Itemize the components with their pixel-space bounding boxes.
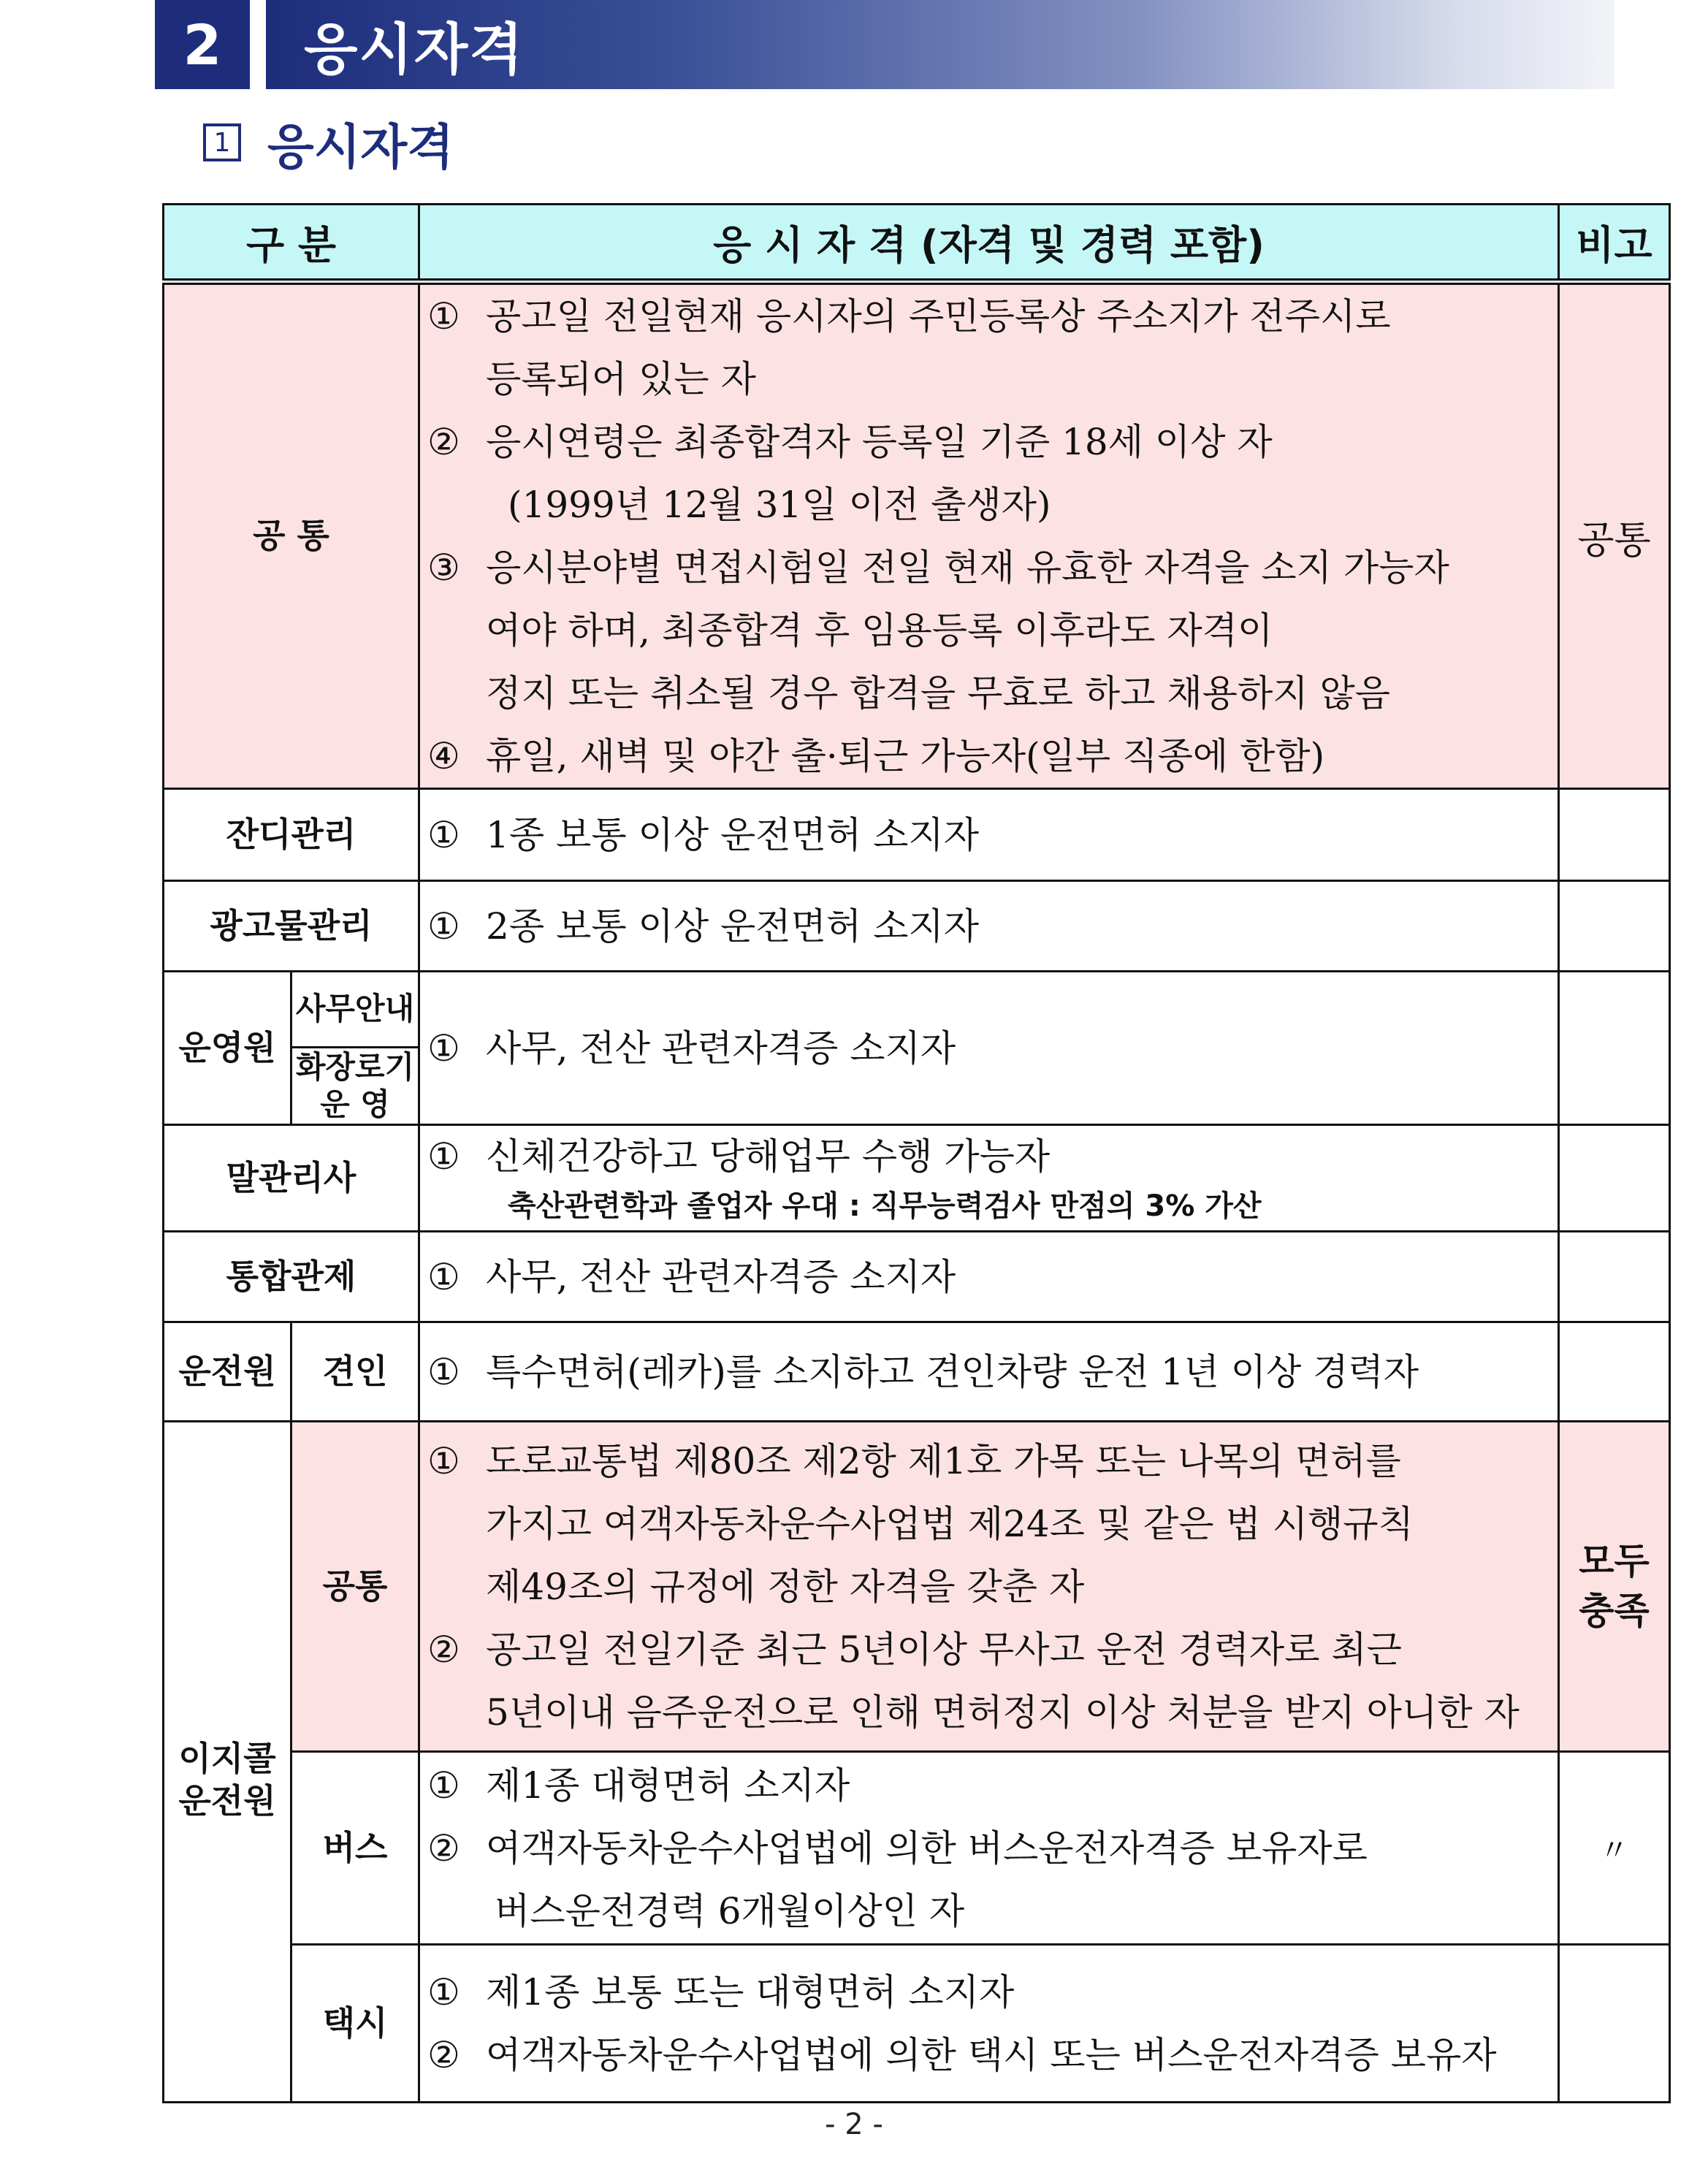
item-text: 제1종 보통 또는 대형면허 소지자	[486, 1970, 1015, 2013]
item-marker: ①	[427, 1255, 460, 1298]
item-marker: ③	[427, 546, 460, 589]
header-category: 구 분	[164, 205, 419, 282]
section-title-bar	[266, 0, 1614, 89]
category-operator: 운영원	[164, 972, 291, 1125]
table-row-common	[164, 282, 1670, 789]
subheading-title: 응시자격	[267, 118, 454, 175]
item-text: 여객자동차운수사업법에 의한 택시 또는 버스운전자격증 보유자	[486, 2033, 1497, 2076]
header-qualification: 응 시 자 격 (자격 및 경력 포함)	[419, 205, 1559, 282]
item-text: 1종 보통 이상 운전면허 소지자	[486, 813, 980, 856]
ezcall-sub-bus: 버스	[291, 1752, 419, 1945]
remark-control	[1559, 1232, 1670, 1322]
table-row-signage	[164, 881, 1670, 972]
item-text-cont: 여야 하며, 최종합격 후 임용등록 이후라도 자격이	[486, 609, 1273, 652]
table-row-control	[164, 1232, 1670, 1322]
item-text-cont: 등록되어 있는 자	[486, 358, 756, 400]
remark-horse	[1559, 1125, 1670, 1232]
item-marker: ①	[427, 1026, 460, 1070]
subheading-marker: 1	[203, 123, 241, 161]
item-text-cont: 가지고 여객자동차운수사업법 제24조 및 같은 법 시행규칙	[486, 1502, 1414, 1545]
section-title: 응시자격	[304, 16, 525, 82]
category-control: 통합관제	[164, 1232, 419, 1322]
item-marker: ②	[427, 421, 460, 463]
table-row-ezcall-common	[164, 1422, 1670, 1752]
item-marker: ①	[427, 1764, 460, 1807]
item-marker: ①	[427, 1970, 460, 2013]
remark-ezcall-taxi	[1559, 1945, 1670, 2103]
item-marker: ①	[427, 295, 460, 338]
ezcall-bus-qualifications	[419, 1752, 1559, 1945]
item-marker: ②	[427, 1628, 460, 1671]
table-row-driver	[164, 1322, 1670, 1422]
item-text: 제1종 대형면허 소지자	[486, 1764, 850, 1807]
category-driver: 운전원	[164, 1322, 291, 1422]
item-text: 사무, 전산 관련자격증 소지자	[486, 1255, 956, 1298]
operator-sub-office: 사무안내	[291, 972, 419, 1048]
remark-common: 공통	[1559, 282, 1670, 789]
item-text: 특수면허(레카)를 소지하고 견인차량 운전 1년 이상 경력자	[486, 1350, 1419, 1393]
remark-ezcall-bus: 〃	[1559, 1752, 1670, 1945]
item-text: 여객자동차운수사업법에 의한 버스운전자격증 보유자로	[486, 1826, 1368, 1870]
table-row-ezcall-bus	[164, 1752, 1670, 1945]
page-number: - 2 -	[825, 2108, 883, 2141]
item-text: 공고일 전일기준 최근 5년이상 무사고 운전 경력자로 최근	[486, 1628, 1402, 1671]
remark-driver	[1559, 1322, 1670, 1422]
item-text: 신체건강하고 당해업무 수행 가능자	[486, 1135, 1051, 1178]
item-marker: ②	[427, 1826, 460, 1870]
ezcall-taxi-qualifications	[419, 1945, 1559, 2103]
section-number: 2	[155, 0, 250, 89]
remark-signage	[1559, 881, 1670, 972]
table-row-horse	[164, 1125, 1670, 1232]
horse-preference-note: 축산관련학과 졸업자 우대 : 직무능력검사 만점의 3% 가산	[508, 1189, 1262, 1223]
header-remark: 비고	[1559, 205, 1670, 282]
item-marker: ①	[427, 813, 460, 856]
qualification-table	[162, 203, 1671, 2103]
remark-lawn	[1559, 789, 1670, 881]
table-header-row	[164, 205, 1670, 282]
item-text-cont: 5년이내 음주운전으로 인해 면허정지 이상 처분을 받지 아니한 자	[486, 1691, 1520, 1734]
section-banner	[155, 0, 1614, 89]
remark-ezcall-common: 모두 충족	[1559, 1422, 1670, 1752]
item-text: 응시연령은 최종합격자 등록일 기준 18세 이상 자	[486, 421, 1273, 463]
item-marker: ①	[427, 1439, 460, 1482]
item-text-cont: 정지 또는 취소될 경우 합격을 무효로 하고 채용하지 않음	[486, 672, 1391, 715]
item-marker: ①	[427, 904, 460, 948]
operator-sub-crematorium: 화장로기 운 영	[291, 1048, 419, 1125]
item-text: 도로교통법 제80조 제2항 제1호 가목 또는 나목의 면허를	[486, 1439, 1401, 1482]
operator-qualification	[419, 972, 1559, 1125]
control-qualification	[419, 1232, 1559, 1322]
horse-qualification	[419, 1125, 1559, 1232]
item-text: 응시분야별 면접시험일 전일 현재 유효한 자격을 소지 가능자	[486, 546, 1449, 589]
ezcall-sub-common: 공통	[291, 1422, 419, 1752]
item-text: 사무, 전산 관련자격증 소지자	[486, 1026, 956, 1070]
category-signage: 광고물관리	[164, 881, 419, 972]
item-text: 휴일, 새벽 및 야간 출·퇴근 가능자(일부 직종에 한함)	[486, 735, 1325, 777]
ezcall-common-qualifications	[419, 1422, 1559, 1752]
driver-qualification	[419, 1322, 1559, 1422]
table-row-operator	[164, 972, 1670, 1048]
item-text-cont: (1999년 12월 31일 이전 출생자)	[508, 484, 1051, 526]
item-marker: ①	[427, 1135, 460, 1178]
item-text-cont: 제49조의 규정에 정한 자격을 갖춘 자	[486, 1565, 1085, 1608]
table-row-ezcall-taxi	[164, 1945, 1670, 2103]
remark-operator	[1559, 972, 1670, 1125]
item-marker: ④	[427, 735, 460, 777]
item-text: 공고일 전일현재 응시자의 주민등록상 주소지가 전주시로	[486, 295, 1391, 338]
lawn-qualification	[419, 789, 1559, 881]
table-row-lawn	[164, 789, 1670, 881]
subheading	[203, 110, 454, 175]
category-ezcall: 이지콜 운전원	[164, 1422, 291, 2103]
category-common: 공 통	[164, 282, 419, 789]
item-marker: ①	[427, 1350, 460, 1393]
signage-qualification	[419, 881, 1559, 972]
item-marker: ②	[427, 2033, 460, 2076]
category-lawn: 잔디관리	[164, 789, 419, 881]
driver-sub-tow: 견인	[291, 1322, 419, 1422]
item-text: 2종 보통 이상 운전면허 소지자	[486, 904, 980, 948]
ezcall-sub-taxi: 택시	[291, 1945, 419, 2103]
common-qualifications	[419, 282, 1559, 789]
item-text-cont: 버스운전경력 6개월이상인 자	[495, 1889, 965, 1932]
category-horse: 말관리사	[164, 1125, 419, 1232]
